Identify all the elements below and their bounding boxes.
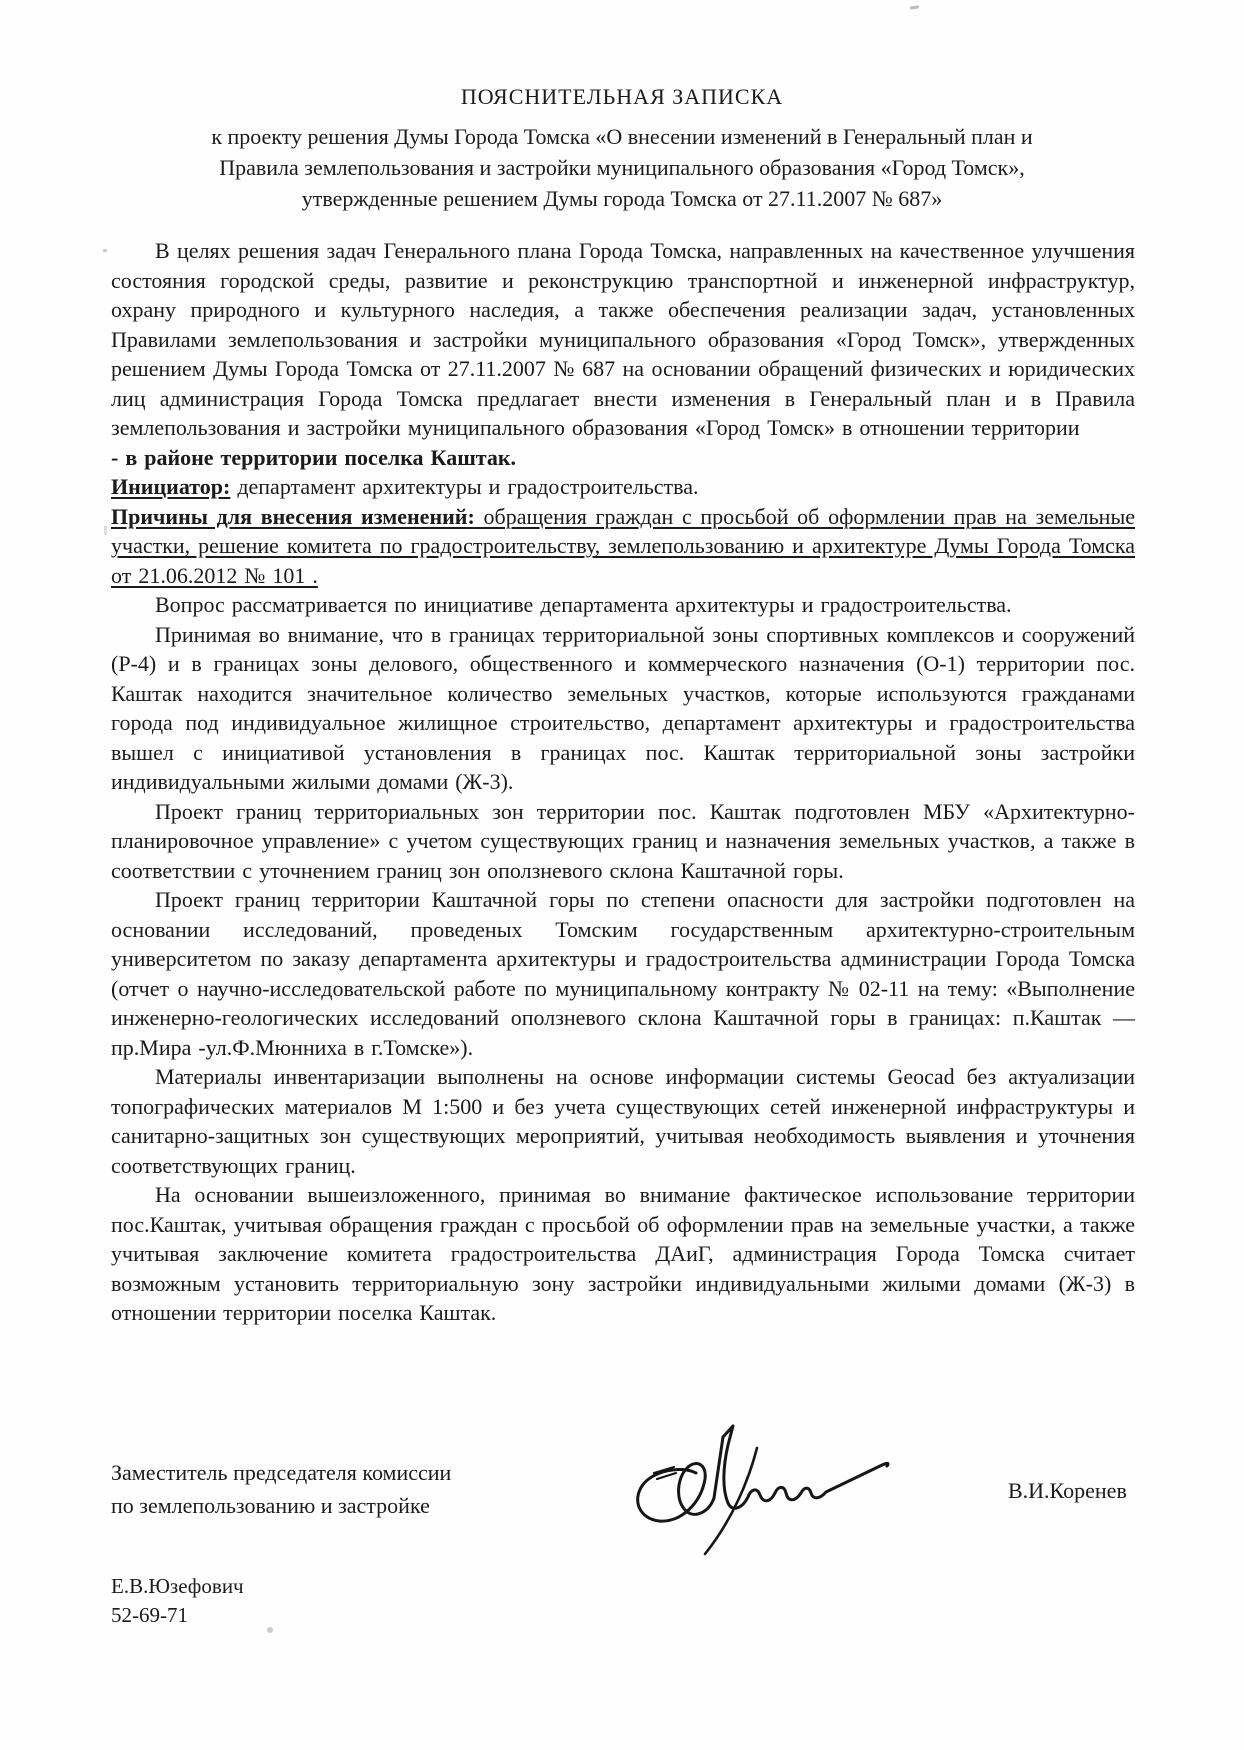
paragraph-zones: Принимая во внимание, что в границах территориальной зоны спортивных комплексов и сооружений (Р-4) и в границах зоны делового, общественного и коммерческого назначения (О-1) территории пос. Каштак находится значительное количество земельных участков, которые используются гражданами города под индивидуальное жилищное строительство, департамент архитектуры и градостроительства вышел с инициативой установления в границах пос. Каштак территориальной зоны застройки индивидуальными жилыми домами (Ж-3). bbox=[111, 621, 1135, 794]
reasons-text: обращения граждан с просьбой об оформлении прав на земельные участки, решение комитета по градостроительству, землепользованию и архитектуре Думы Города Томска от 21.06.2012 № 101 . bbox=[111, 503, 1135, 588]
scan-speck bbox=[267, 1627, 273, 1633]
scan-speck bbox=[910, 5, 919, 9]
handwritten-signature bbox=[596, 1415, 906, 1565]
paragraph-materials: Материалы инвентаризации выполнены на основе информации системы Geocad без актуализации топографических материалов М 1:500 и без учета существующих сетей инженерной инфраструктуры и санитарно-защитных зон существующих мероприятий, учитывая необходимость выявления и уточнения соответствующих границ. bbox=[111, 1064, 1135, 1178]
initiator-label: Инициатор: bbox=[111, 474, 231, 499]
paragraph-intro: В целях решения задач Генерального плана Города Томска, направленных на качественное улучшения состояния городской среды, развитие и реконструкцию транспортной и инженерной инфраструктур, охрану природного и культурного наследия, а также обеспечения реализации задач, установленных Правилами землепользования и застройки муниципального образования «Город Томск», утвержденных решением Думы Города Томска от 27.11.2007 № 687 на основании обращений физических и юридических лиц администрация Города Томска предлагает внести изменения в Генеральный план и в Правила землепользования и застройки муниципального образования «Город Томск» в отношении территории bbox=[111, 238, 1135, 440]
document-footer bbox=[111, 1572, 244, 1630]
signature-position-line-1: Заместитель председателя комиссии bbox=[111, 1460, 452, 1485]
document-body bbox=[111, 236, 1135, 1328]
footer-phone: 52-69-71 bbox=[111, 1603, 188, 1627]
signature-position-line-2: по землепользованию и застройке bbox=[111, 1493, 430, 1518]
paragraph-project-slope: Проект границ территории Каштачной горы по степени опасности для застройки подготовлен на основании исследований, проведеных Томским государственным архитектурно-строительным университетом по заказу департамента архитектуры и градостроительства администрации Города Томска (отчет о научно-исследовательской работе по муниципальному контракту № 02-11 на тему: «Выполнение инженерно-геологических исследований оползневого склона Каштачной горы в границах: п.Каштак — пр.Мира -ул.Ф.Мюнниха в г.Томске»). bbox=[111, 887, 1135, 1060]
territory-line: - в районе территории поселка Каштак. bbox=[111, 444, 517, 470]
signature-position-title bbox=[111, 1456, 451, 1522]
subtitle-line-3: утвержденные решением Думы города Томска от 27.11.2007 № 687» bbox=[301, 186, 943, 211]
scan-speck bbox=[104, 526, 107, 535]
subtitle-line-2: Правила землепользования и застройки муниципального образования «Город Томск», bbox=[219, 155, 1025, 180]
document-subtitle bbox=[75, 121, 1169, 214]
document-title: ПОЯСНИТЕЛЬНАЯ ЗАПИСКА bbox=[460, 84, 784, 109]
reasons-label: Причины для внесения изменений: bbox=[111, 503, 475, 529]
paragraph-question: Вопрос рассматривается по инициативе департамента архитектуры и градостроительства. bbox=[155, 592, 1012, 617]
initiator-line bbox=[111, 472, 1135, 502]
signer-name: В.И.Коренев bbox=[1008, 1478, 1127, 1503]
paragraph-project-apu: Проект границ территориальных зон территории пос. Каштак подготовлен МБУ «Архитектурно-планировочное управление» с учетом существующих границ и назначения земельных участков, а также в соответствии с уточнением границ зон оползневого склона Каштачной горы. bbox=[111, 798, 1135, 883]
footer-contact-name: Е.В.Юзефович bbox=[111, 1574, 244, 1598]
subtitle-line-1: к проекту решения Думы Города Томска «О внесении изменений в Генеральный план и bbox=[211, 124, 1033, 149]
scan-speck bbox=[103, 249, 107, 252]
reasons-paragraph bbox=[111, 502, 1135, 591]
initiator-value: департамент архитектуры и градостроительства. bbox=[230, 474, 699, 499]
paragraph-conclusion: На основании вышеизложенного, принимая во внимание фактическое использование территории пос.Каштак, учитывая обращения граждан с просьбой об оформлении прав на земельные участки, а также учитывая заключение комитета градостроительства ДАиГ, администрация Города Томска считает возможным установить территориальную зону застройки индивидуальными жилыми домами (Ж-3) в отношении территории поселка Каштак. bbox=[111, 1182, 1135, 1325]
